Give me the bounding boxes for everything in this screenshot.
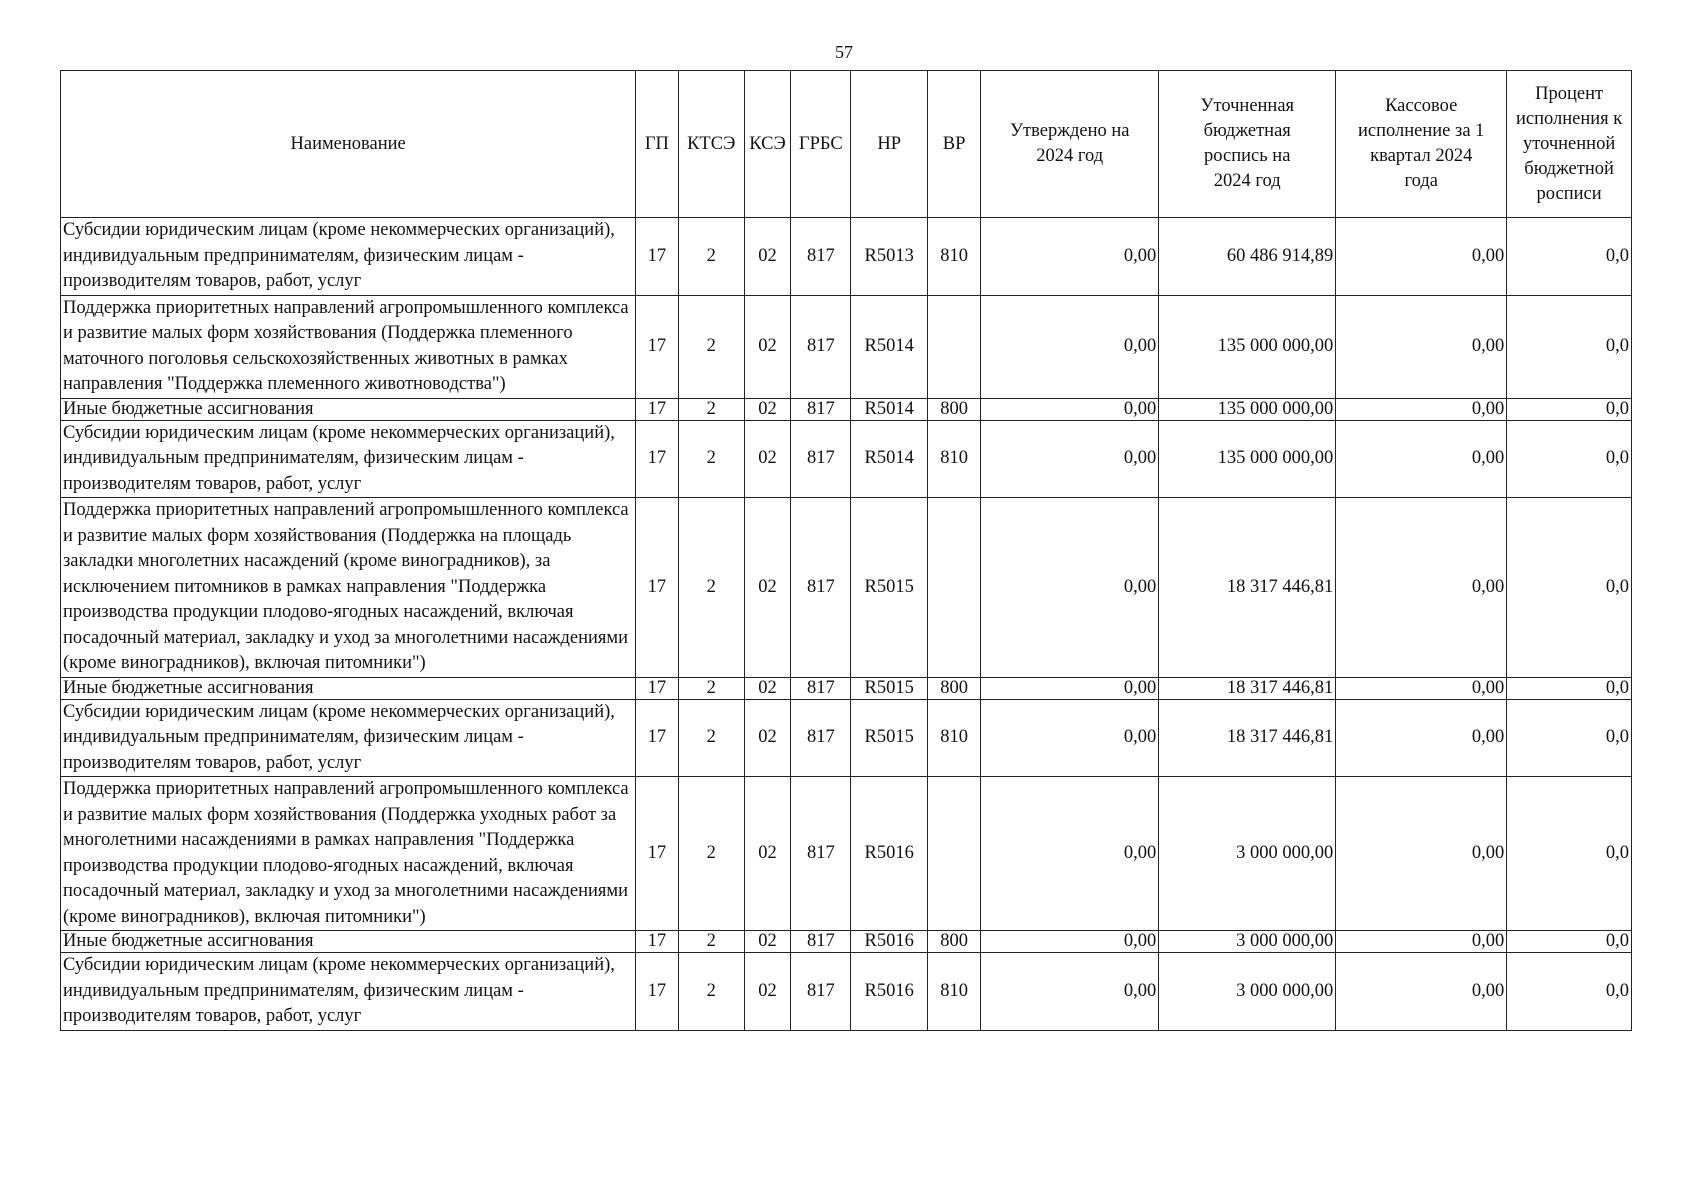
row-kse: 02 bbox=[744, 953, 790, 1031]
row-cash: 0,00 bbox=[1336, 398, 1507, 420]
row-name: Иные бюджетные ассигнования bbox=[61, 677, 636, 699]
row-refined: 135 000 000,00 bbox=[1159, 420, 1336, 498]
row-refined: 18 317 446,81 bbox=[1159, 677, 1336, 699]
row-np: R5016 bbox=[851, 953, 927, 1031]
row-approved: 0,00 bbox=[981, 699, 1159, 777]
row-cash: 0,00 bbox=[1336, 699, 1507, 777]
row-approved: 0,00 bbox=[981, 931, 1159, 953]
row-np: R5016 bbox=[851, 777, 927, 931]
row-approved: 0,00 bbox=[981, 677, 1159, 699]
row-cash: 0,00 bbox=[1336, 777, 1507, 931]
row-approved: 0,00 bbox=[981, 420, 1159, 498]
row-gp: 17 bbox=[636, 295, 678, 398]
row-ktse: 2 bbox=[678, 777, 744, 931]
header-name: Наименование bbox=[61, 71, 636, 218]
row-kse: 02 bbox=[744, 420, 790, 498]
row-percent: 0,0 bbox=[1507, 699, 1632, 777]
row-percent: 0,0 bbox=[1507, 498, 1632, 678]
row-vr: 810 bbox=[927, 218, 980, 296]
row-grbs: 817 bbox=[791, 398, 851, 420]
row-ktse: 2 bbox=[678, 699, 744, 777]
row-approved: 0,00 bbox=[981, 777, 1159, 931]
table-row bbox=[61, 777, 1632, 931]
row-kse: 02 bbox=[744, 777, 790, 931]
row-grbs: 817 bbox=[791, 218, 851, 296]
row-kse: 02 bbox=[744, 699, 790, 777]
row-kse: 02 bbox=[744, 677, 790, 699]
row-gp: 17 bbox=[636, 218, 678, 296]
row-ktse: 2 bbox=[678, 295, 744, 398]
row-vr: 800 bbox=[927, 677, 980, 699]
row-ktse: 2 bbox=[678, 953, 744, 1031]
row-name: Поддержка приоритетных направлений агропромышленного комплекса и развитие малых форм хозяйствования (Поддержка на площадь закладки многолетних насаждений (кроме виноградников), за исключением питомников в рамках направления "Поддержка производства продукции плодово-ягодных насаждений, включая посадочный материал, закладку и уход за многолетними насаждениями (кроме виноградников), включая питомники") bbox=[61, 498, 636, 678]
row-refined: 18 317 446,81 bbox=[1159, 498, 1336, 678]
row-refined: 3 000 000,00 bbox=[1159, 931, 1336, 953]
row-np: R5014 bbox=[851, 295, 927, 398]
table-row bbox=[61, 498, 1632, 678]
row-kse: 02 bbox=[744, 218, 790, 296]
row-ktse: 2 bbox=[678, 498, 744, 678]
row-grbs: 817 bbox=[791, 677, 851, 699]
page-number: 57 bbox=[835, 42, 853, 62]
row-vr bbox=[927, 777, 980, 931]
row-gp: 17 bbox=[636, 677, 678, 699]
row-np: R5015 bbox=[851, 699, 927, 777]
row-gp: 17 bbox=[636, 699, 678, 777]
row-percent: 0,0 bbox=[1507, 777, 1632, 931]
row-approved: 0,00 bbox=[981, 953, 1159, 1031]
row-np: R5015 bbox=[851, 677, 927, 699]
header-approved: Утверждено на 2024 год bbox=[981, 71, 1159, 218]
row-name: Поддержка приоритетных направлений агропромышленного комплекса и развитие малых форм хозяйствования (Поддержка уходных работ за многолетними насаждениями в рамках направления "Поддержка производства продукции плодово-ягодных насаждений, включая посадочный материал, закладку и уход за многолетними насаждениями (кроме виноградников), включая питомники") bbox=[61, 777, 636, 931]
row-percent: 0,0 bbox=[1507, 218, 1632, 296]
row-vr: 810 bbox=[927, 420, 980, 498]
row-grbs: 817 bbox=[791, 699, 851, 777]
row-np: R5014 bbox=[851, 420, 927, 498]
row-cash: 0,00 bbox=[1336, 677, 1507, 699]
row-np: R5013 bbox=[851, 218, 927, 296]
header-row bbox=[61, 71, 1632, 218]
row-name: Иные бюджетные ассигнования bbox=[61, 931, 636, 953]
table-row bbox=[61, 420, 1632, 498]
header-refined: Уточненная бюджетная роспись на 2024 год bbox=[1159, 71, 1336, 218]
row-approved: 0,00 bbox=[981, 295, 1159, 398]
row-kse: 02 bbox=[744, 295, 790, 398]
row-kse: 02 bbox=[744, 931, 790, 953]
row-cash: 0,00 bbox=[1336, 218, 1507, 296]
row-grbs: 817 bbox=[791, 931, 851, 953]
table-row bbox=[61, 677, 1632, 699]
row-name: Субсидии юридическим лицам (кроме некоммерческих организаций), индивидуальным предпринимателям, физическим лицам - производителям товаров, работ, услуг bbox=[61, 699, 636, 777]
row-refined: 3 000 000,00 bbox=[1159, 777, 1336, 931]
row-ktse: 2 bbox=[678, 218, 744, 296]
header-np: НР bbox=[851, 71, 927, 218]
table-row bbox=[61, 398, 1632, 420]
row-kse: 02 bbox=[744, 398, 790, 420]
row-gp: 17 bbox=[636, 953, 678, 1031]
row-percent: 0,0 bbox=[1507, 420, 1632, 498]
row-cash: 0,00 bbox=[1336, 931, 1507, 953]
row-vr bbox=[927, 498, 980, 678]
table-row bbox=[61, 931, 1632, 953]
row-name: Субсидии юридическим лицам (кроме некоммерческих организаций), индивидуальным предпринимателям, физическим лицам - производителям товаров, работ, услуг bbox=[61, 218, 636, 296]
row-grbs: 817 bbox=[791, 420, 851, 498]
row-percent: 0,0 bbox=[1507, 295, 1632, 398]
table-row bbox=[61, 953, 1632, 1031]
row-cash: 0,00 bbox=[1336, 498, 1507, 678]
row-approved: 0,00 bbox=[981, 498, 1159, 678]
header-grbs: ГРБС bbox=[791, 71, 851, 218]
row-name: Субсидии юридическим лицам (кроме некоммерческих организаций), индивидуальным предпринимателям, физическим лицам - производителям товаров, работ, услуг bbox=[61, 953, 636, 1031]
row-ktse: 2 bbox=[678, 420, 744, 498]
row-ktse: 2 bbox=[678, 931, 744, 953]
row-grbs: 817 bbox=[791, 498, 851, 678]
row-name: Иные бюджетные ассигнования bbox=[61, 398, 636, 420]
row-refined: 135 000 000,00 bbox=[1159, 398, 1336, 420]
row-cash: 0,00 bbox=[1336, 953, 1507, 1031]
table-row bbox=[61, 699, 1632, 777]
row-percent: 0,0 bbox=[1507, 931, 1632, 953]
row-kse: 02 bbox=[744, 498, 790, 678]
row-grbs: 817 bbox=[791, 777, 851, 931]
row-np: R5016 bbox=[851, 931, 927, 953]
row-refined: 135 000 000,00 bbox=[1159, 295, 1336, 398]
row-gp: 17 bbox=[636, 931, 678, 953]
row-grbs: 817 bbox=[791, 295, 851, 398]
table-row bbox=[61, 295, 1632, 398]
header-percent: Процент исполнения к уточненной бюджетной росписи bbox=[1507, 71, 1632, 218]
row-percent: 0,0 bbox=[1507, 398, 1632, 420]
row-refined: 18 317 446,81 bbox=[1159, 699, 1336, 777]
row-vr: 810 bbox=[927, 699, 980, 777]
row-vr: 810 bbox=[927, 953, 980, 1031]
row-name: Субсидии юридическим лицам (кроме некоммерческих организаций), индивидуальным предпринимателям, физическим лицам - производителям товаров, работ, услуг bbox=[61, 420, 636, 498]
budget-table bbox=[60, 70, 1632, 1031]
row-vr: 800 bbox=[927, 398, 980, 420]
row-vr: 800 bbox=[927, 931, 980, 953]
header-cash: Кассовое исполнение за 1 квартал 2024 года bbox=[1336, 71, 1507, 218]
row-cash: 0,00 bbox=[1336, 295, 1507, 398]
row-gp: 17 bbox=[636, 398, 678, 420]
row-grbs: 817 bbox=[791, 953, 851, 1031]
row-ktse: 2 bbox=[678, 398, 744, 420]
row-gp: 17 bbox=[636, 498, 678, 678]
row-ktse: 2 bbox=[678, 677, 744, 699]
row-approved: 0,00 bbox=[981, 218, 1159, 296]
row-refined: 60 486 914,89 bbox=[1159, 218, 1336, 296]
row-cash: 0,00 bbox=[1336, 420, 1507, 498]
row-np: R5015 bbox=[851, 498, 927, 678]
header-ktse: КТСЭ bbox=[678, 71, 744, 218]
row-name: Поддержка приоритетных направлений агропромышленного комплекса и развитие малых форм хозяйствования (Поддержка племенного маточного поголовья сельскохозяйственных животных в рамках направления "Поддержка племенного животноводства") bbox=[61, 295, 636, 398]
row-gp: 17 bbox=[636, 420, 678, 498]
row-gp: 17 bbox=[636, 777, 678, 931]
row-refined: 3 000 000,00 bbox=[1159, 953, 1336, 1031]
row-percent: 0,0 bbox=[1507, 677, 1632, 699]
row-percent: 0,0 bbox=[1507, 953, 1632, 1031]
row-approved: 0,00 bbox=[981, 398, 1159, 420]
row-vr bbox=[927, 295, 980, 398]
row-np: R5014 bbox=[851, 398, 927, 420]
header-kse: КСЭ bbox=[744, 71, 790, 218]
header-vr: ВР bbox=[927, 71, 980, 218]
table-row bbox=[61, 218, 1632, 296]
header-gp: ГП bbox=[636, 71, 678, 218]
